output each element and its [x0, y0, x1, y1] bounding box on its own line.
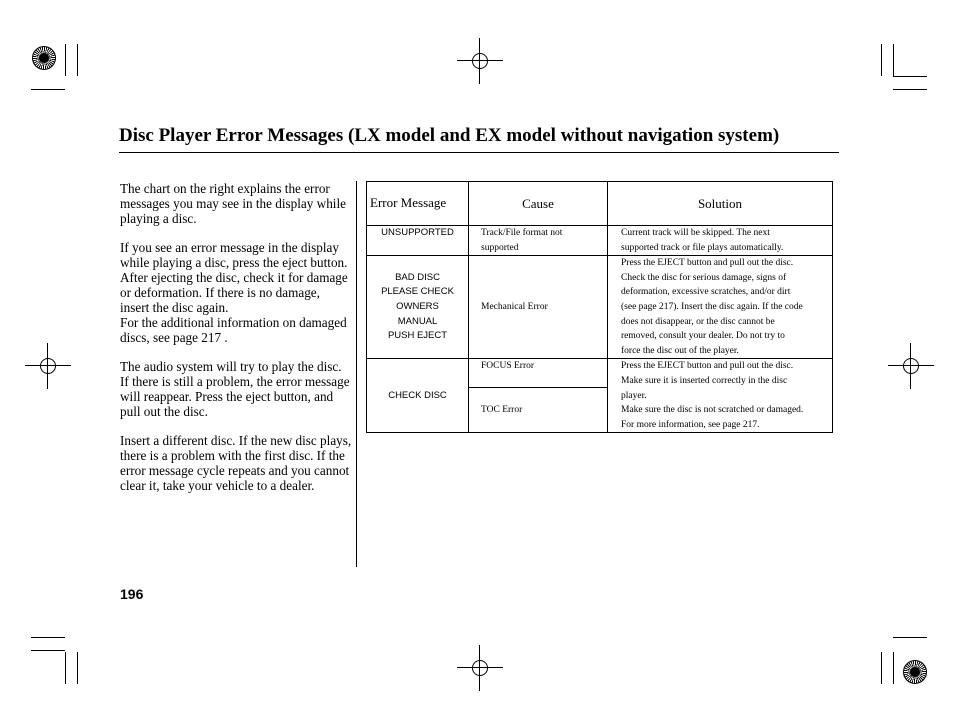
header-error-message: Error Message — [367, 182, 469, 226]
page-number: 196 — [120, 586, 144, 602]
instruction-paragraph: The chart on the right explains the error messages you may see in the display while playing a disc. — [120, 181, 346, 226]
registration-crosshair-icon — [900, 355, 922, 377]
error-message-table — [366, 181, 833, 433]
cause-cell: Track/File format not supported — [469, 226, 608, 256]
page-title: Disc Player Error Messages (LX model and EX model without navigation system) — [119, 125, 780, 146]
solution-cell: Press the EJECT button and pull out the disc. Make sure it is inserted correctly in the disc player. Make sure the disc is not scratched or damaged. For more information, see page 217. — [608, 359, 833, 433]
cause-cell: FOCUS Error — [469, 359, 608, 388]
cause-cell: TOC Error — [469, 388, 608, 433]
header-cause: Cause — [469, 182, 608, 226]
registration-crosshair-icon — [469, 50, 491, 72]
registration-starburst-icon — [32, 46, 56, 70]
solution-cell: Current track will be skipped. The next supported track or file plays automatically. — [608, 226, 833, 256]
registration-crosshair-icon — [469, 657, 491, 679]
table-row — [367, 359, 833, 388]
title-divider — [119, 152, 839, 153]
header-solution: Solution — [608, 182, 833, 226]
error-message-cell: BAD DISC PLEASE CHECK OWNERS MANUAL PUSH EJECT — [367, 256, 469, 359]
instruction-paragraph: Insert a different disc. If the new disc plays, there is a problem with the first disc. If the error message cycle repeats and you cannot clear it, take your vehicle to a dealer. — [120, 433, 352, 493]
table-header-row — [367, 182, 833, 226]
instruction-paragraph: If you see an error message in the display while playing a disc, press the eject button. After ejecting the disc, check it for damage or deformation. If there is no damage, insert the disc again. — [120, 240, 348, 315]
table-row — [367, 256, 833, 359]
cause-cell: Mechanical Error — [469, 256, 608, 359]
instructions-column — [120, 181, 352, 507]
column-divider — [356, 181, 357, 567]
instruction-paragraph: For the additional information on damaged discs, see page 217 . — [120, 315, 347, 345]
error-message-cell: UNSUPPORTED — [367, 226, 469, 256]
instruction-paragraph: The audio system will try to play the disc. If there is still a problem, the error message will reappear. Press the eject button, and pull out the disc. — [120, 359, 350, 419]
table-row — [367, 226, 833, 256]
error-message-cell: CHECK DISC — [367, 359, 469, 433]
solution-cell: Press the EJECT button and pull out the disc. Check the disc for serious damage, signs of deformation, excessive scratches, and/or dirt (see page 217). Insert the disc again. If the code does not disappear, or the disc cannot be removed, consult your dealer. Do not try to force the disc out of the player. — [608, 256, 833, 359]
registration-crosshair-icon — [37, 355, 59, 377]
registration-starburst-icon — [903, 660, 927, 684]
